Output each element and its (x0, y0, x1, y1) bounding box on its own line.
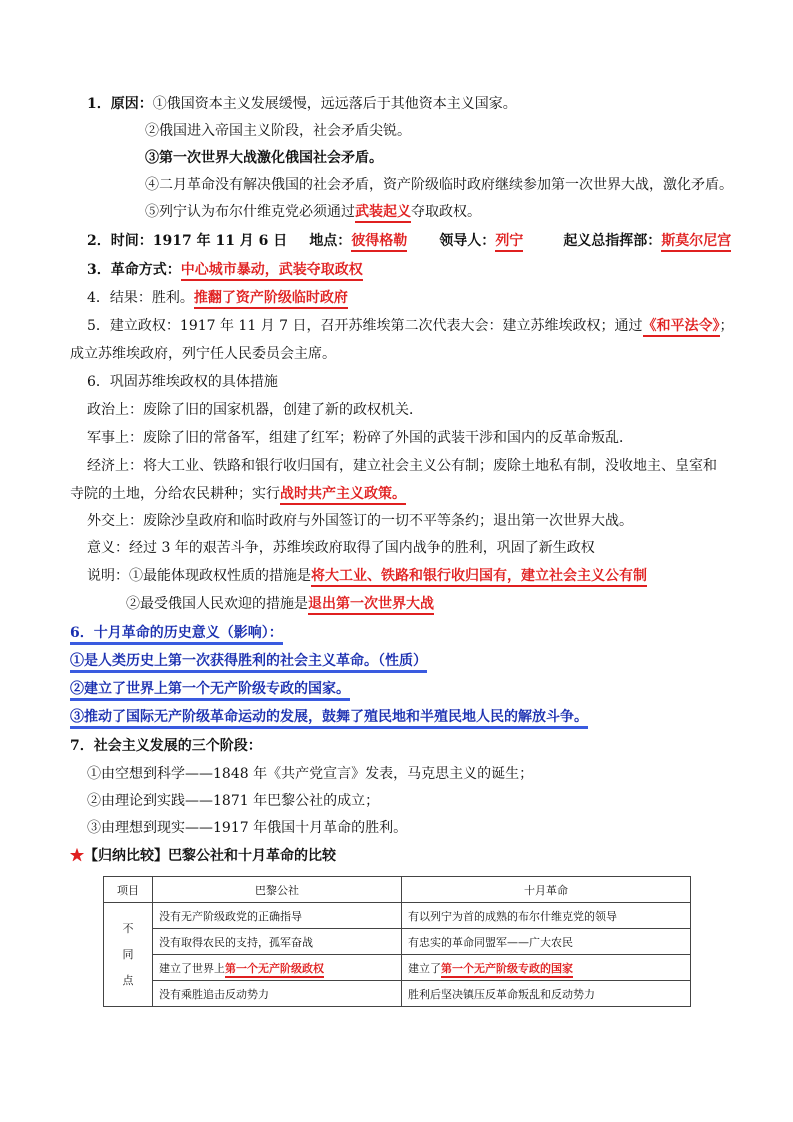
regime-line-2: 成立苏维埃政府，列宁任人民委员会主席。 (70, 346, 336, 362)
armed-uprising-highlight: 武装起义 (355, 204, 411, 223)
measure-meaning: 意义：经过 3 年的艰苦斗争，苏维埃政府取得了国内战争的胜利，巩固了新生政权 (87, 540, 595, 556)
stages-title: 7．社会主义发展的三个阶段： (70, 738, 262, 754)
cause-item-2: ②俄国进入帝国主义阶段，社会矛盾尖锐。 (145, 123, 411, 139)
leader-label: 领导人： (439, 233, 496, 249)
table-row (104, 929, 691, 955)
result-value: 推翻了资产阶级临时政府 (194, 290, 348, 309)
header-paris-commune: 巴黎公社 (153, 877, 402, 903)
oct-cell-4: 胜利后坚决镇压反革命叛乱和反动势力 (402, 981, 691, 1007)
table-row (104, 981, 691, 1007)
method-line (87, 260, 363, 280)
measure-economy-2 (70, 484, 406, 504)
comparison-table (103, 876, 691, 1007)
note-1 (87, 566, 647, 586)
table-row (104, 903, 691, 929)
significance-item-3 (70, 707, 588, 727)
oct-cell-2: 有忠实的革命同盟军——广大农民 (402, 929, 691, 955)
regime-end: ； (719, 318, 734, 334)
exit-war-highlight: 退出第一次世界大战 (308, 596, 434, 615)
cause-label: 1．原因： (87, 96, 153, 112)
pc-first-regime-highlight: 第一个无产阶级政权 (225, 962, 324, 978)
note-2-text: ②最受俄国人民欢迎的措施是 (126, 596, 308, 612)
side-label-text: 不同点 (122, 921, 134, 987)
cause-item-5 (145, 202, 481, 222)
measure-economy-1: 经济上：将大工业、铁路和银行收归国有，建立社会主义公有制；废除土地私有制，没收地主、皇室和 (87, 458, 717, 474)
compare-heading (70, 846, 336, 866)
regime-line-1 (87, 316, 734, 336)
leader-value: 列宁 (495, 233, 523, 252)
cause-item-5-text: ⑤列宁认为布尔什维克党必须通过 (145, 204, 355, 220)
result-label: 4．结果：胜利。 (87, 290, 194, 306)
side-label (104, 903, 153, 1007)
nationalization-highlight: 将大工业、铁路和银行收归国有，建立社会主义公有制 (311, 568, 647, 587)
pc-cell-2: 没有取得农民的支持，孤军奋战 (153, 929, 402, 955)
header-october-revolution: 十月革命 (402, 877, 691, 903)
stage-1: ①由空想到科学——1848 年《共产党宣言》发表，马克思主义的诞生； (87, 766, 534, 782)
place-value: 彼得格勒 (351, 233, 407, 252)
measures-title: 6．巩固苏维埃政权的具体措施 (87, 374, 278, 390)
result-line (87, 288, 348, 308)
significance-item-1 (70, 651, 427, 671)
place-label: 地点： (309, 233, 352, 249)
note-2 (126, 594, 434, 614)
measure-military: 军事上：废除了旧的常备军，组建了红军；粉碎了外国的武装干涉和国内的反革命叛乱． (87, 430, 633, 446)
significance-item-3-text: ③推动了国际无产阶级革命运动的发展，鼓舞了殖民地和半殖民地人民的解放斗争。 (70, 709, 588, 729)
hq-label: 起义总指挥部： (563, 233, 662, 249)
cause-line-1 (87, 94, 517, 114)
significance-title-text: 6．十月革命的历史意义（影响）： (70, 625, 283, 645)
pc-cell-3-text: 建立了世界上 (159, 961, 225, 975)
cause-item-3: ③第一次世界大战激化俄国社会矛盾。 (145, 150, 383, 166)
method-value: 中心城市暴动，武装夺取政权 (181, 262, 363, 281)
peace-decree-highlight: 《和平法令》 (643, 318, 720, 337)
regime-text: 5．建立政权：1917 年 11 月 7 日，召开苏维埃第二次代表大会：建立苏维埃政权；通过 (87, 318, 643, 334)
header-item: 项目 (104, 877, 153, 903)
cause-item-5-end: 夺取政权。 (411, 204, 481, 220)
measure-diplomacy: 外交上：废除沙皇政府和临时政府与外国签订的一切不平等条约；退出第一次世界大战。 (87, 513, 633, 529)
war-communism-highlight: 战时共产主义政策。 (280, 486, 406, 505)
time-label: 2．时间：1917 年 11 月 6 日 (87, 233, 288, 249)
time-place-line (87, 231, 731, 251)
method-label: 3．革命方式： (87, 262, 181, 278)
oct-first-state-highlight: 第一个无产阶级专政的国家 (441, 962, 573, 978)
oct-cell-3-text: 建立了 (408, 961, 441, 975)
oct-cell-1: 有以列宁为首的成熟的布尔什维克党的领导 (402, 903, 691, 929)
pc-cell-4: 没有乘胜追击反动势力 (153, 981, 402, 1007)
economy-text: 寺院的土地，分给农民耕种；实行 (70, 486, 280, 502)
hq-value: 斯莫尔尼宫 (661, 233, 731, 252)
cause-item-4: ④二月革命没有解决俄国的社会矛盾，资产阶级临时政府继续参加第一次世界大战，激化矛盾。 (145, 177, 733, 193)
table-row (104, 955, 691, 981)
oct-cell-3 (402, 955, 691, 981)
stage-3: ③由理想到现实——1917 年俄国十月革命的胜利。 (87, 820, 408, 836)
significance-item-2 (70, 679, 350, 699)
significance-item-1-text: ①是人类历史上第一次获得胜利的社会主义革命。（性质） (70, 653, 427, 673)
measure-politics: 政治上：废除了旧的国家机器，创建了新的政权机关． (87, 402, 423, 418)
significance-title (70, 623, 283, 643)
pc-cell-1: 没有无产阶级政党的正确指导 (153, 903, 402, 929)
table-header-row (104, 877, 691, 903)
significance-item-2-text: ②建立了世界上第一个无产阶级专政的国家。 (70, 681, 350, 701)
compare-title: 【归纳比较】巴黎公社和十月革命的比较 (84, 848, 336, 864)
pc-cell-3 (153, 955, 402, 981)
star-icon: ★ (70, 848, 84, 864)
stage-2: ②由理论到实践——1871 年巴黎公社的成立； (87, 793, 380, 809)
cause-item-1: ①俄国资本主义发展缓慢，远远落后于其他资本主义国家。 (152, 96, 517, 112)
note-1-text: 说明：①最能体现政权性质的措施是 (87, 568, 311, 584)
